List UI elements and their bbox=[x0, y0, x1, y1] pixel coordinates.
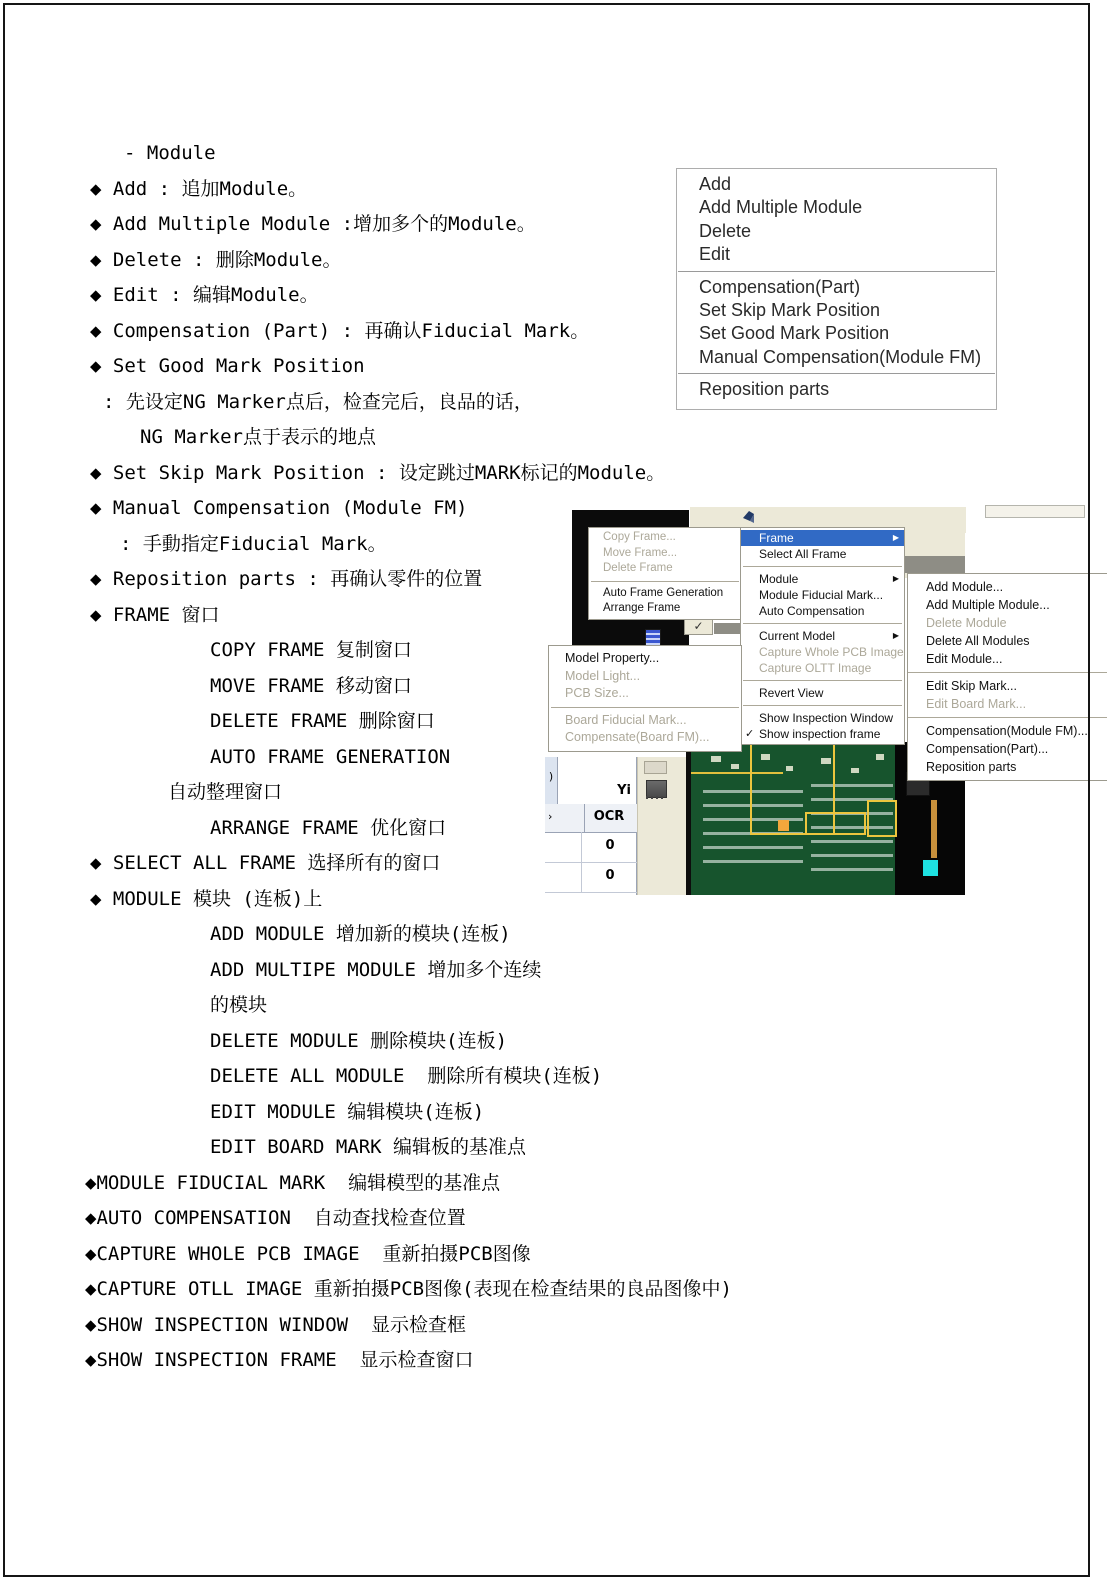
app-screenshot bbox=[545, 505, 1107, 895]
doc-line-35: ◆SHOW INSPECTION FRAME 显示检查窗口 bbox=[85, 1349, 474, 1371]
doc-line-15: COPY FRAME 复制窗口 bbox=[210, 639, 412, 661]
menu-item-module-fiducial-mark[interactable]: Module Fiducial Mark... bbox=[759, 588, 884, 602]
doc-line-16: MOVE FRAME 移动窗口 bbox=[210, 674, 412, 697]
doc-line-21: ◆ SELECT ALL FRAME 选择所有的窗口 bbox=[90, 852, 441, 874]
menu-item-current-model[interactable]: Current Model ▶ bbox=[759, 629, 899, 643]
grid-arrow-cell: › bbox=[545, 804, 585, 832]
side-tool-strip bbox=[637, 757, 686, 895]
menu-item-add-module[interactable]: Add Module... bbox=[926, 580, 1004, 594]
menu-separator bbox=[678, 271, 995, 272]
selection-handle bbox=[778, 820, 789, 831]
doc-line-11: ◆ Manual Compensation (Module FM) bbox=[90, 497, 468, 519]
doc-line-3: ◆ Add Multiple Module :增加多个的Module。 bbox=[90, 213, 536, 235]
menu-separator bbox=[743, 680, 902, 681]
doc-line-1: - Module bbox=[124, 142, 216, 164]
menu-item-model-light: Model Light... bbox=[565, 668, 641, 683]
menu-separator bbox=[743, 623, 902, 624]
doc-line-34: ◆SHOW INSPECTION WINDOW 显示检查框 bbox=[85, 1313, 466, 1336]
doc-line-4: ◆ Delete : 删除Module。 bbox=[90, 248, 342, 271]
menu-item-delete: Delete bbox=[699, 220, 752, 241]
menu-item-delete-all-modules[interactable]: Delete All Modules bbox=[926, 634, 1030, 648]
menu-separator bbox=[908, 717, 1107, 718]
menu-item-auto-compensation[interactable]: Auto Compensation bbox=[759, 604, 865, 618]
grid-ocr-value: 0 bbox=[581, 832, 638, 862]
menu-item-manual-compensation-module-fm[interactable]: Manual Compensation(Module FM) bbox=[699, 346, 982, 367]
grid-ocr-value: 0 bbox=[581, 862, 638, 892]
grid-top-label: Yi bbox=[617, 783, 631, 798]
doc-line-20: ARRANGE FRAME 优化窗口 bbox=[210, 816, 447, 839]
checkmark-icon: ✓ bbox=[745, 728, 755, 740]
menu-item-compensation-module-fm[interactable]: Compensation(Module FM)... bbox=[926, 724, 1088, 738]
grid-top-row bbox=[545, 757, 637, 805]
doc-line-12: : 手動指定Fiducial Mark。 bbox=[120, 532, 387, 555]
menu-item-pcb-size: PCB Size... bbox=[565, 686, 629, 700]
toolbar-gray-bar bbox=[905, 556, 965, 573]
doc-line-2: ◆ Add : 追加Module。 bbox=[90, 177, 308, 200]
menu-item-board-fiducial-mark: Board Fiducial Mark... bbox=[565, 712, 687, 727]
frame-submenu bbox=[588, 527, 742, 620]
menu-item-set-skip-mark-position[interactable]: Set Skip Mark Position bbox=[699, 299, 881, 320]
doc-line-26: DELETE MODULE 删除模块(连板) bbox=[210, 1029, 508, 1052]
menu-item-show-inspection-frame[interactable]: Show inspection frame ✓ bbox=[745, 727, 881, 741]
doc-line-25: 的模块 bbox=[210, 994, 268, 1016]
submenu-arrow-icon: ▶ bbox=[892, 631, 899, 640]
menu-item-select-all-frame[interactable]: Select All Frame bbox=[759, 547, 847, 561]
doc-line-32: ◆CAPTURE WHOLE PCB IMAGE 重新拍摄PCB图像 bbox=[85, 1242, 531, 1265]
menu-item-show-inspection-window[interactable]: Show Inspection Window bbox=[759, 711, 894, 725]
doc-line-27: DELETE ALL MODULE 删除所有模块(连板) bbox=[210, 1065, 603, 1087]
doc-line-5: ◆ Edit : 编辑Module。 bbox=[90, 284, 319, 306]
menu-item-arrange-frame[interactable]: Arrange Frame bbox=[603, 602, 681, 614]
menu-item-edit-skip-mark[interactable]: Edit Skip Mark... bbox=[926, 679, 1017, 693]
doc-line-17: DELETE FRAME 删除窗口 bbox=[210, 710, 435, 732]
pcb-context-menu bbox=[740, 527, 905, 745]
menu-item-module[interactable]: Module ▶ bbox=[759, 572, 899, 586]
mini-button[interactable] bbox=[644, 761, 667, 774]
menu-item-add[interactable]: Add bbox=[699, 174, 732, 194]
menu-item-compensate-board-fm: Compensate(Board FM)... bbox=[565, 730, 710, 744]
confirm-tool-button[interactable]: ✓ bbox=[684, 617, 713, 635]
cursor-tool-icon bbox=[741, 508, 757, 525]
menu-item-frame[interactable]: Frame ▶ bbox=[741, 530, 904, 546]
doc-line-29: EDIT BOARD MARK 编辑板的基准点 bbox=[210, 1136, 527, 1158]
menu-item-delete-frame: Delete Frame bbox=[603, 562, 673, 574]
chip-icon-pins bbox=[646, 796, 665, 799]
menu-item-capture-oltt-image: Capture OLTT Image bbox=[759, 661, 872, 675]
selection-frame-2 bbox=[805, 812, 866, 835]
doc-line-14: ◆ FRAME 窗口 bbox=[90, 603, 220, 626]
cyan-marker bbox=[923, 860, 938, 876]
status-box bbox=[985, 505, 1085, 518]
doc-line-13: ◆ Reposition parts : 再确认零件的位置 bbox=[90, 568, 483, 590]
module-submenu bbox=[907, 573, 1107, 781]
menu-item-model-property[interactable]: Model Property... bbox=[565, 651, 660, 665]
menu-item-copy-frame: Copy Frame... bbox=[603, 531, 676, 543]
menu-item-capture-whole-pcb-image: Capture Whole PCB Image bbox=[759, 645, 904, 659]
submenu-arrow-icon: ▶ bbox=[892, 533, 899, 542]
doc-line-10: ◆ Set Skip Mark Position : 设定跳过MARK标记的Module。 bbox=[90, 461, 666, 484]
menu-item-reposition-parts[interactable]: Reposition parts bbox=[699, 379, 830, 400]
result-grid bbox=[545, 757, 637, 895]
doc-line-7: ◆ Set Good Mark Position bbox=[90, 355, 365, 377]
doc-line-24: ADD MULTIPE MODULE 增加多个连续 bbox=[210, 958, 542, 981]
menu-item-compensation-part[interactable]: Compensation(Part) bbox=[699, 276, 861, 297]
selection-frame-3 bbox=[867, 800, 897, 837]
grid-row-1 bbox=[545, 832, 637, 863]
doc-line-23: ADD MODULE 增加新的模块(连板) bbox=[210, 923, 511, 945]
doc-line-18: AUTO FRAME GENERATION bbox=[210, 745, 451, 768]
grid-row-2 bbox=[545, 862, 637, 893]
grid-header-row bbox=[545, 804, 637, 833]
doc-line-6: ◆ Compensation (Part) : 再确认Fiducial Mark。 bbox=[90, 319, 590, 342]
menu-item-set-good-mark-position: Set Good Mark Position bbox=[699, 323, 890, 344]
menu-item-reposition-parts[interactable]: Reposition parts bbox=[926, 760, 1017, 774]
menu-item-edit-board-mark: Edit Board Mark... bbox=[926, 697, 1027, 711]
menu-separator bbox=[743, 705, 902, 706]
menu-item-add-multiple-module[interactable]: Add Multiple Module bbox=[699, 197, 863, 218]
submenu-arrow-icon: ▶ bbox=[892, 574, 899, 583]
doc-line-19: 自动整理窗口 bbox=[168, 781, 283, 803]
doc-line-8: : 先设定NG Marker点后，检查完后，良品的话， bbox=[103, 390, 533, 413]
menu-item-auto-frame-generation[interactable]: Auto Frame Generation bbox=[603, 586, 724, 599]
menu-separator bbox=[908, 672, 1107, 673]
menu-item-compensation-part[interactable]: Compensation(Part)... bbox=[926, 742, 1049, 756]
pcb-gold-connector bbox=[931, 800, 937, 858]
grid-ocr-header: OCR bbox=[593, 809, 625, 824]
doc-line-22: ◆ MODULE 模块 (连板)上 bbox=[90, 887, 323, 910]
menu-item-delete-module: Delete Module bbox=[926, 616, 1007, 630]
menu-item-add-multiple-module[interactable]: Add Multiple Module... bbox=[926, 598, 1050, 612]
menu-item-revert-view[interactable]: Revert View bbox=[759, 686, 824, 700]
menu-separator bbox=[591, 581, 739, 582]
menu-separator bbox=[551, 707, 739, 708]
doc-line-33: ◆CAPTURE OTLL IMAGE 重新拍摄PCB图像(表现在检查结果的良品图像中) bbox=[85, 1278, 732, 1300]
menu-separator bbox=[678, 373, 995, 374]
menu-item-move-frame: Move Frame... bbox=[603, 546, 678, 559]
grid-corner-cell: ) bbox=[545, 757, 558, 804]
doc-line-30: ◆MODULE FIDUCIAL MARK 编辑模型的基准点 bbox=[85, 1171, 501, 1194]
doc-line-31: ◆AUTO COMPENSATION 自动查找检查位置 bbox=[85, 1207, 466, 1229]
doc-line-9: NG Marker点于表示的地点 bbox=[140, 426, 376, 448]
model-menu bbox=[548, 645, 742, 752]
doc-line-28: EDIT MODULE 编辑模块(连板) bbox=[210, 1100, 485, 1123]
module-context-menu bbox=[676, 168, 997, 410]
menu-separator bbox=[743, 566, 902, 567]
menu-item-edit-module[interactable]: Edit Module... bbox=[926, 652, 1003, 666]
menu-item-edit[interactable]: Edit bbox=[699, 244, 731, 265]
